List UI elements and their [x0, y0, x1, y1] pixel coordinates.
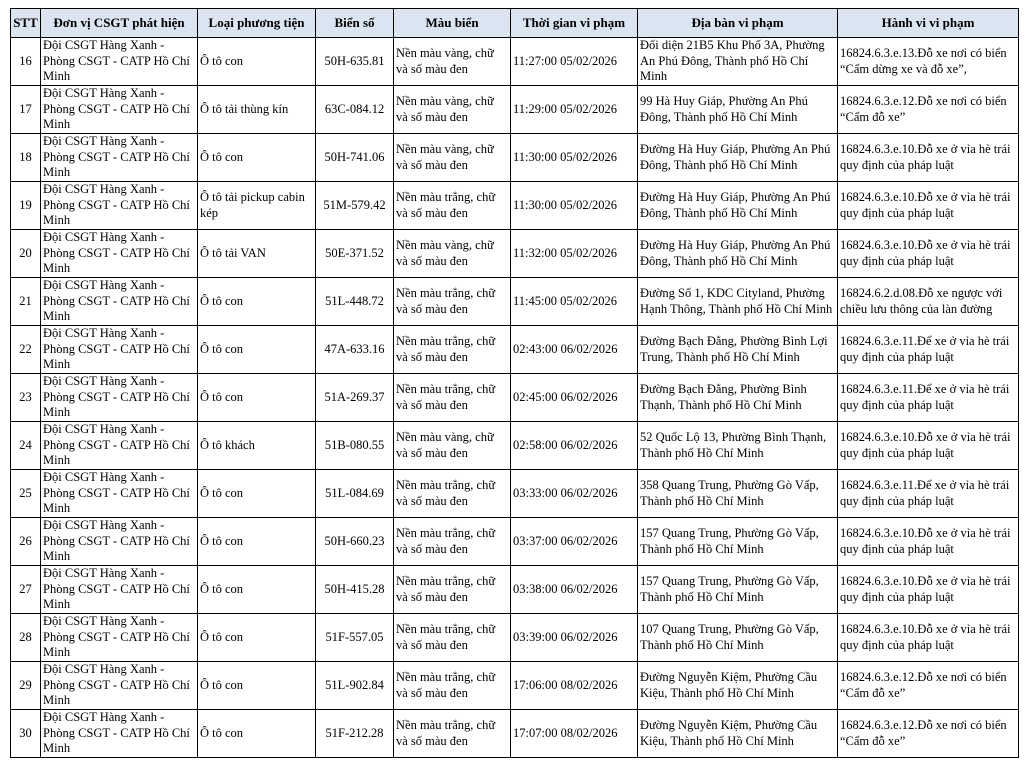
cell-plate-color-text: Nền màu trắng, chữ và số màu đen: [396, 334, 496, 364]
cell-violation: [838, 374, 1019, 422]
cell-unit: [41, 278, 198, 326]
cell-unit-text: Đội CSGT Hàng Xanh - Phòng CSGT - CATP Hồ Chí Minh: [43, 566, 190, 612]
cell-plate: [316, 326, 394, 374]
cell-plate-text: 47A-633.16: [324, 341, 385, 356]
cell-location-text: Đường Bạch Đằng, Phường Bình Thạnh, Thành phố Hồ Chí Minh: [640, 382, 807, 412]
cell-violation: [838, 470, 1019, 518]
cell-plate-color-text: Nền màu vàng, chữ và số màu đen: [396, 94, 494, 124]
cell-plate-text: 50H-635.81: [324, 53, 385, 68]
cell-violation: [838, 230, 1019, 278]
cell-location-text: 107 Quang Trung, Phường Gò Vấp, Thành phố Hồ Chí Minh: [640, 622, 819, 652]
cell-location-text: Đường Bạch Đằng, Phường Bình Lợi Trung, Thành phố Hồ Chí Minh: [640, 334, 828, 364]
cell-stt-text: 29: [19, 677, 32, 692]
cell-unit: [41, 38, 198, 86]
cell-unit-text: Đội CSGT Hàng Xanh - Phòng CSGT - CATP Hồ Chí Minh: [43, 470, 190, 516]
cell-plate-text: 50E-371.52: [325, 245, 384, 260]
cell-time: [511, 230, 638, 278]
cell-vehicle-text: Ô tô tải thùng kín: [200, 101, 289, 116]
cell-location: [638, 230, 838, 278]
table-row: [11, 614, 1019, 662]
cell-plate: [316, 278, 394, 326]
cell-vehicle-text: Ô tô tải VAN: [200, 245, 266, 260]
cell-plate: [316, 566, 394, 614]
cell-location: [638, 422, 838, 470]
cell-time-text: 17:06:00 08/02/2026: [513, 677, 618, 692]
cell-time-text: 02:58:00 06/02/2026: [513, 437, 618, 452]
cell-violation: [838, 38, 1019, 86]
cell-location-text: Đường Nguyễn Kiệm, Phường Cầu Kiệu, Thành phố Hồ Chí Minh: [640, 718, 818, 748]
cell-vehicle: [198, 470, 316, 518]
cell-unit: [41, 134, 198, 182]
cell-time: [511, 134, 638, 182]
cell-stt-text: 24: [19, 437, 32, 452]
cell-vehicle-text: Ô tô con: [200, 293, 244, 308]
cell-time-text: 11:45:00 05/02/2026: [513, 293, 618, 308]
cell-violation: [838, 566, 1019, 614]
header-vehicle: Loại phương tiện: [198, 9, 316, 38]
cell-vehicle-text: Ô tô khách: [200, 437, 255, 452]
header-location: Địa bàn vi phạm: [638, 9, 838, 38]
cell-unit: [41, 374, 198, 422]
cell-violation-text: 16824.6.3.e.12.Đỗ xe nơi có biển “Cấm đỗ xe”: [840, 94, 1007, 124]
cell-vehicle-text: Ô tô con: [200, 389, 244, 404]
cell-plate-color-text: Nền màu vàng, chữ và số màu đen: [396, 46, 494, 76]
cell-violation-text: 16824.6.2.d.08.Đỗ xe ngược với chiều lưu thông của làn đường: [840, 286, 1003, 316]
cell-vehicle-text: Ô tô con: [200, 53, 244, 68]
cell-plate: [316, 662, 394, 710]
cell-location-text: Đường Số 1, KDC Cityland, Phường Hạnh Thông, Thành phố Hồ Chí Minh: [640, 286, 833, 316]
cell-plate-text: 50H-741.06: [324, 149, 385, 164]
cell-violation: [838, 422, 1019, 470]
cell-time: [511, 518, 638, 566]
cell-unit: [41, 710, 198, 758]
cell-violation-text: 16824.6.3.e.11.Để xe ở vỉa hè trái quy định của pháp luật: [840, 478, 1010, 508]
cell-vehicle: [198, 278, 316, 326]
header-unit: Đơn vị CSGT phát hiện: [41, 9, 198, 38]
cell-stt: [11, 374, 41, 422]
cell-time-text: 03:37:00 06/02/2026: [513, 533, 618, 548]
cell-stt: [11, 278, 41, 326]
cell-vehicle-text: Ô tô con: [200, 485, 244, 500]
cell-stt: [11, 230, 41, 278]
cell-stt: [11, 662, 41, 710]
cell-plate-text: 50H-415.28: [324, 581, 385, 596]
cell-stt-text: 16: [19, 53, 32, 68]
cell-violation: [838, 182, 1019, 230]
cell-plate-color: [394, 38, 511, 86]
cell-stt-text: 28: [19, 629, 32, 644]
cell-time-text: 11:29:00 05/02/2026: [513, 101, 618, 116]
cell-plate-color-text: Nền màu trắng, chữ và số màu đen: [396, 190, 496, 220]
cell-plate-text: 51A-269.37: [324, 389, 385, 404]
cell-vehicle: [198, 518, 316, 566]
cell-vehicle-text: Ô tô tải pickup cabin kép: [200, 190, 305, 220]
cell-stt: [11, 470, 41, 518]
cell-violation-text: 16824.6.3.e.10.Đỗ xe ở vỉa hè trái quy định của pháp luật: [840, 526, 1011, 556]
cell-unit: [41, 326, 198, 374]
cell-unit: [41, 614, 198, 662]
cell-location: [638, 614, 838, 662]
cell-time: [511, 710, 638, 758]
cell-plate-color: [394, 86, 511, 134]
cell-vehicle: [198, 134, 316, 182]
cell-plate-color: [394, 614, 511, 662]
cell-vehicle-text: Ô tô con: [200, 341, 244, 356]
cell-location: [638, 566, 838, 614]
cell-stt-text: 26: [19, 533, 32, 548]
cell-vehicle: [198, 182, 316, 230]
cell-plate-text: 51F-557.05: [325, 629, 384, 644]
cell-plate: [316, 518, 394, 566]
cell-unit: [41, 182, 198, 230]
cell-vehicle: [198, 374, 316, 422]
cell-plate-color-text: Nền màu trắng, chữ và số màu đen: [396, 574, 496, 604]
cell-stt-text: 25: [19, 485, 32, 500]
cell-time-text: 03:38:00 06/02/2026: [513, 581, 618, 596]
cell-plate: [316, 134, 394, 182]
cell-plate-color: [394, 422, 511, 470]
header-plate: Biển số: [316, 9, 394, 38]
cell-unit-text: Đội CSGT Hàng Xanh - Phòng CSGT - CATP Hồ Chí Minh: [43, 86, 190, 132]
table-row: [11, 422, 1019, 470]
cell-violation: [838, 710, 1019, 758]
table-row: [11, 134, 1019, 182]
cell-violation: [838, 278, 1019, 326]
header-time: Thời gian vi phạm: [511, 9, 638, 38]
cell-violation-text: 16824.6.3.e.10.Đỗ xe ở vỉa hè trái quy định của pháp luật: [840, 622, 1011, 652]
cell-unit-text: Đội CSGT Hàng Xanh - Phòng CSGT - CATP Hồ Chí Minh: [43, 662, 190, 708]
cell-stt: [11, 86, 41, 134]
cell-stt-text: 18: [19, 149, 32, 164]
cell-plate-color-text: Nền màu vàng, chữ và số màu đen: [396, 238, 494, 268]
cell-plate-color-text: Nền màu trắng, chữ và số màu đen: [396, 526, 496, 556]
cell-time: [511, 278, 638, 326]
cell-location: [638, 134, 838, 182]
cell-time: [511, 182, 638, 230]
cell-vehicle: [198, 662, 316, 710]
cell-time: [511, 614, 638, 662]
table-body: [11, 38, 1019, 758]
cell-violation: [838, 614, 1019, 662]
table-row: [11, 182, 1019, 230]
cell-plate: [316, 182, 394, 230]
cell-location-text: Đường Nguyễn Kiệm, Phường Cầu Kiệu, Thành phố Hồ Chí Minh: [640, 670, 818, 700]
cell-plate-text: 50H-660.23: [324, 533, 385, 548]
cell-plate: [316, 38, 394, 86]
cell-vehicle: [198, 710, 316, 758]
cell-stt: [11, 614, 41, 662]
cell-location-text: Đường Hà Huy Giáp, Phường An Phú Đông, Thành phố Hồ Chí Minh: [640, 238, 831, 268]
cell-vehicle-text: Ô tô con: [200, 725, 244, 740]
cell-unit: [41, 230, 198, 278]
cell-violation: [838, 86, 1019, 134]
cell-plate: [316, 614, 394, 662]
cell-time: [511, 662, 638, 710]
cell-plate-text: 51L-084.69: [325, 485, 384, 500]
cell-plate-color: [394, 470, 511, 518]
cell-location-text: Đối diện 21B5 Khu Phố 3A, Phường An Phú Đông, Thành phố Hồ Chí Minh: [640, 38, 825, 84]
cell-vehicle-text: Ô tô con: [200, 677, 244, 692]
cell-plate-color-text: Nền màu trắng, chữ và số màu đen: [396, 718, 496, 748]
cell-stt: [11, 134, 41, 182]
cell-plate-color: [394, 230, 511, 278]
cell-plate-text: 51F-212.28: [325, 725, 384, 740]
cell-plate-color-text: Nền màu trắng, chữ và số màu đen: [396, 670, 496, 700]
cell-plate-color-text: Nền màu trắng, chữ và số màu đen: [396, 622, 496, 652]
cell-plate-text: 51L-448.72: [325, 293, 384, 308]
cell-violation: [838, 662, 1019, 710]
cell-vehicle: [198, 38, 316, 86]
cell-vehicle-text: Ô tô con: [200, 581, 244, 596]
cell-plate-color-text: Nền màu vàng, chữ và số màu đen: [396, 430, 494, 460]
cell-violation: [838, 518, 1019, 566]
cell-stt-text: 27: [19, 581, 32, 596]
cell-plate-color: [394, 566, 511, 614]
cell-violation-text: 16824.6.3.e.11.Để xe ở vỉa hè trái quy định của pháp luật: [840, 334, 1010, 364]
table-row: [11, 662, 1019, 710]
cell-time: [511, 326, 638, 374]
cell-unit-text: Đội CSGT Hàng Xanh - Phòng CSGT - CATP Hồ Chí Minh: [43, 710, 190, 756]
cell-location: [638, 326, 838, 374]
table-row: [11, 38, 1019, 86]
cell-time-text: 11:30:00 05/02/2026: [513, 149, 618, 164]
cell-stt-text: 22: [19, 341, 32, 356]
cell-plate: [316, 710, 394, 758]
cell-unit: [41, 422, 198, 470]
cell-unit-text: Đội CSGT Hàng Xanh - Phòng CSGT - CATP Hồ Chí Minh: [43, 230, 190, 276]
cell-vehicle: [198, 422, 316, 470]
cell-stt: [11, 710, 41, 758]
cell-plate-color: [394, 518, 511, 566]
violations-table: [10, 8, 1019, 758]
cell-unit-text: Đội CSGT Hàng Xanh - Phòng CSGT - CATP Hồ Chí Minh: [43, 326, 190, 372]
cell-time-text: 11:32:00 05/02/2026: [513, 245, 618, 260]
cell-time-text: 11:27:00 05/02/2026: [513, 53, 618, 68]
cell-unit: [41, 662, 198, 710]
table-row: [11, 710, 1019, 758]
cell-unit-text: Đội CSGT Hàng Xanh - Phòng CSGT - CATP Hồ Chí Minh: [43, 614, 190, 660]
cell-plate: [316, 374, 394, 422]
cell-location: [638, 662, 838, 710]
cell-plate-color: [394, 278, 511, 326]
cell-vehicle-text: Ô tô con: [200, 149, 244, 164]
cell-time: [511, 86, 638, 134]
cell-unit: [41, 518, 198, 566]
table-row: [11, 278, 1019, 326]
cell-plate: [316, 470, 394, 518]
cell-plate-color-text: Nền màu trắng, chữ và số màu đen: [396, 478, 496, 508]
cell-location-text: 157 Quang Trung, Phường Gò Vấp, Thành phố Hồ Chí Minh: [640, 526, 819, 556]
cell-vehicle: [198, 614, 316, 662]
cell-vehicle: [198, 566, 316, 614]
cell-location-text: 358 Quang Trung, Phường Gò Vấp, Thành phố Hồ Chí Minh: [640, 478, 819, 508]
cell-stt: [11, 518, 41, 566]
cell-stt: [11, 566, 41, 614]
cell-stt: [11, 422, 41, 470]
cell-time-text: 03:33:00 06/02/2026: [513, 485, 618, 500]
cell-violation-text: 16824.6.3.e.12.Đỗ xe nơi có biển “Cấm đỗ xe”: [840, 718, 1007, 748]
cell-time-text: 11:30:00 05/02/2026: [513, 197, 618, 212]
cell-location-text: Đường Hà Huy Giáp, Phường An Phú Đông, Thành phố Hồ Chí Minh: [640, 142, 831, 172]
cell-time: [511, 470, 638, 518]
cell-stt: [11, 326, 41, 374]
cell-time-text: 02:45:00 06/02/2026: [513, 389, 618, 404]
cell-location: [638, 518, 838, 566]
cell-location-text: 52 Quốc Lộ 13, Phường Bình Thạnh, Thành phố Hồ Chí Minh: [640, 430, 827, 460]
cell-violation-text: 16824.6.3.e.10.Đỗ xe ở vỉa hè trái quy định của pháp luật: [840, 142, 1011, 172]
cell-time: [511, 422, 638, 470]
cell-plate: [316, 422, 394, 470]
cell-unit-text: Đội CSGT Hàng Xanh - Phòng CSGT - CATP Hồ Chí Minh: [43, 374, 190, 420]
table-row: [11, 518, 1019, 566]
table-row: [11, 374, 1019, 422]
table-row: [11, 470, 1019, 518]
cell-stt-text: 30: [19, 725, 32, 740]
cell-time-text: 03:39:00 06/02/2026: [513, 629, 618, 644]
cell-location: [638, 470, 838, 518]
cell-location: [638, 182, 838, 230]
cell-plate-color: [394, 374, 511, 422]
cell-violation-text: 16824.6.3.e.10.Đỗ xe ở vỉa hè trái quy định của pháp luật: [840, 190, 1011, 220]
cell-violation-text: 16824.6.3.e.10.Đỗ xe ở vỉa hè trái quy định của pháp luật: [840, 430, 1011, 460]
cell-time-text: 17:07:00 08/02/2026: [513, 725, 618, 740]
cell-stt: [11, 38, 41, 86]
cell-time: [511, 374, 638, 422]
cell-stt-text: 20: [19, 245, 32, 260]
cell-stt-text: 17: [19, 101, 32, 116]
cell-vehicle: [198, 230, 316, 278]
cell-location-text: 157 Quang Trung, Phường Gò Vấp, Thành phố Hồ Chí Minh: [640, 574, 819, 604]
cell-unit-text: Đội CSGT Hàng Xanh - Phòng CSGT - CATP Hồ Chí Minh: [43, 518, 190, 564]
cell-violation-text: 16824.6.3.e.13.Đỗ xe nơi có biển “Cấm dừng xe và đỗ xe”,: [840, 46, 1007, 76]
table-row: [11, 566, 1019, 614]
cell-unit: [41, 86, 198, 134]
cell-location-text: 99 Hà Huy Giáp, Phường An Phú Đông, Thành phố Hồ Chí Minh: [640, 94, 808, 124]
cell-time: [511, 38, 638, 86]
cell-violation-text: 16824.6.3.e.11.Để xe ở vỉa hè trái quy định của pháp luật: [840, 382, 1010, 412]
cell-plate-color-text: Nền màu trắng, chữ và số màu đen: [396, 382, 496, 412]
cell-unit: [41, 566, 198, 614]
cell-plate-color: [394, 134, 511, 182]
cell-location: [638, 710, 838, 758]
cell-plate-text: 51L-902.84: [325, 677, 384, 692]
cell-violation-text: 16824.6.3.e.10.Đỗ xe ở vỉa hè trái quy định của pháp luật: [840, 238, 1011, 268]
cell-vehicle-text: Ô tô con: [200, 629, 244, 644]
header-violation: Hành vi vi phạm: [838, 9, 1019, 38]
cell-location: [638, 86, 838, 134]
cell-plate: [316, 86, 394, 134]
cell-plate-text: 63C-084.12: [324, 101, 385, 116]
cell-stt-text: 23: [19, 389, 32, 404]
cell-unit-text: Đội CSGT Hàng Xanh - Phòng CSGT - CATP Hồ Chí Minh: [43, 278, 190, 324]
cell-unit: [41, 470, 198, 518]
cell-stt: [11, 182, 41, 230]
cell-violation-text: 16824.6.3.e.10.Đỗ xe ở vỉa hè trái quy định của pháp luật: [840, 574, 1011, 604]
cell-unit-text: Đội CSGT Hàng Xanh - Phòng CSGT - CATP Hồ Chí Minh: [43, 38, 190, 84]
cell-violation: [838, 326, 1019, 374]
cell-unit-text: Đội CSGT Hàng Xanh - Phòng CSGT - CATP Hồ Chí Minh: [43, 422, 190, 468]
cell-stt-text: 21: [19, 293, 32, 308]
cell-violation-text: 16824.6.3.e.12.Đỗ xe nơi có biển “Cấm đỗ xe”: [840, 670, 1007, 700]
cell-violation: [838, 134, 1019, 182]
cell-stt-text: 19: [19, 197, 32, 212]
cell-location-text: Đường Hà Huy Giáp, Phường An Phú Đông, Thành phố Hồ Chí Minh: [640, 190, 831, 220]
cell-plate-color-text: Nền màu vàng, chữ và số màu đen: [396, 142, 494, 172]
cell-plate-text: 51B-080.55: [324, 437, 385, 452]
cell-unit-text: Đội CSGT Hàng Xanh - Phòng CSGT - CATP Hồ Chí Minh: [43, 182, 190, 228]
table-row: [11, 230, 1019, 278]
header-row: [11, 9, 1019, 38]
cell-vehicle: [198, 86, 316, 134]
header-stt: STT: [11, 9, 41, 38]
header-plate-color: Màu biển: [394, 9, 511, 38]
cell-plate-color: [394, 326, 511, 374]
table-row: [11, 326, 1019, 374]
cell-plate-color: [394, 182, 511, 230]
cell-plate-color: [394, 710, 511, 758]
cell-plate-color: [394, 662, 511, 710]
cell-plate-text: 51M-579.42: [323, 197, 386, 212]
table-row: [11, 86, 1019, 134]
cell-plate-color-text: Nền màu trắng, chữ và số màu đen: [396, 286, 496, 316]
cell-unit-text: Đội CSGT Hàng Xanh - Phòng CSGT - CATP Hồ Chí Minh: [43, 134, 190, 180]
cell-time: [511, 566, 638, 614]
cell-plate: [316, 230, 394, 278]
cell-vehicle-text: Ô tô con: [200, 533, 244, 548]
cell-location: [638, 38, 838, 86]
cell-vehicle: [198, 326, 316, 374]
cell-location: [638, 374, 838, 422]
cell-time-text: 02:43:00 06/02/2026: [513, 341, 618, 356]
cell-location: [638, 278, 838, 326]
